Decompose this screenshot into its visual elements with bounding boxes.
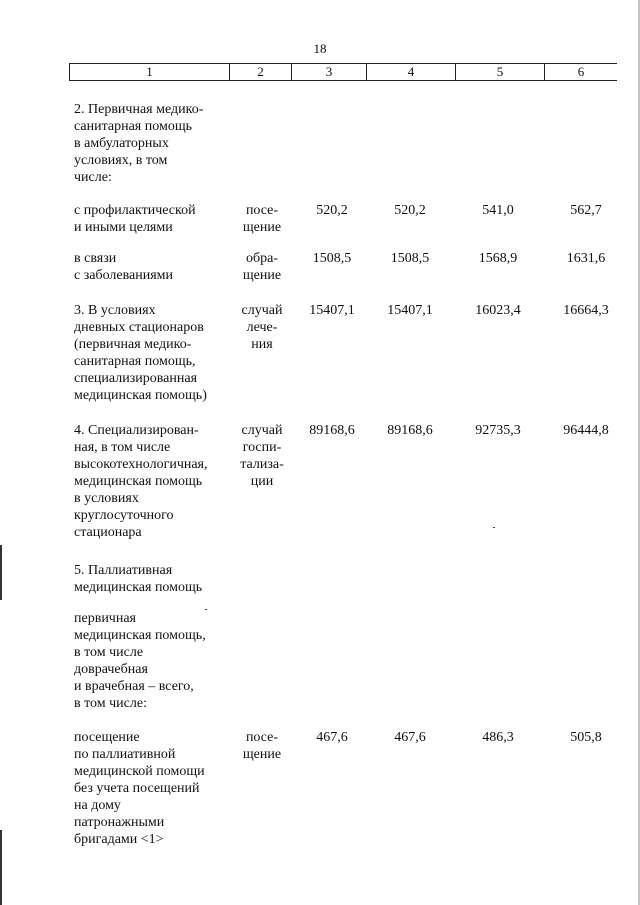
row-name-line: (первичная медико- [74,337,192,352]
column-header-3: 3 [292,64,367,80]
row-name-line: медицинская помощь) [74,388,207,403]
row-name-line: 2. Первичная медико- [74,102,204,117]
row-name-line: 5. Паллиативная [74,563,173,578]
column-header-6: 6 [577,64,585,79]
row-value-col5: 486,3 [482,730,514,745]
row-name-line: в амбулаторных [74,136,169,151]
row-name-line: санитарная помощь [74,119,192,134]
row-unit-line: госпи- [242,440,282,455]
row-name-line: медицинская помощь [74,474,203,489]
row-name-line: в том числе: [74,696,147,711]
row-value-col4: 89168,6 [387,423,433,438]
row-name-line: без учета посещений [74,781,200,796]
column-header-4: 4 [367,64,456,80]
row-name-line: 4. Специализирован- [74,423,199,438]
row-value-col4: 520,2 [394,203,426,218]
row-value-col3: 1508,5 [312,251,352,266]
row-name-line: по паллиативной [74,747,176,762]
row-name-line: с профилактической [74,203,196,218]
row-value-col6: 505,8 [570,730,602,745]
row-name-line: медицинская помощь [74,580,203,595]
scan-speck [205,609,207,610]
row-name-line: и врачебная – всего, [74,679,194,694]
row-name-line: высокотехнологичная, [74,457,208,472]
row-name-line: с заболеваниями [74,268,174,283]
row-name-line: 3. В условиях [74,303,156,318]
row-value-col4: 467,6 [394,730,426,745]
row-value-col5: 1568,9 [478,251,518,266]
table-header [69,63,617,81]
row-name-line: на дому [74,798,121,813]
row-name-line: в том числе [74,645,144,660]
row-name-line: условиях, в том [74,153,168,168]
row-value-col5: 541,0 [482,203,514,218]
row-value-col6: 1631,6 [566,251,606,266]
column-header-2: 2 [230,64,292,80]
row-unit-line: тализа- [240,457,284,472]
scan-speck [493,527,495,528]
row-unit-line: щение [242,220,282,235]
row-value-col5: 16023,4 [475,303,521,318]
row-unit-line: ции [250,474,274,489]
row-unit-line: случай [241,303,283,318]
row-name-line: патронажными [74,815,165,830]
row-value-col3: 467,6 [316,730,348,745]
row-value-col3: 520,2 [316,203,348,218]
row-value-col4: 1508,5 [390,251,430,266]
row-unit-line: ния [251,337,273,352]
row-value-col6: 16664,3 [563,303,609,318]
row-unit-line: щение [242,747,282,762]
row-name-line: ная, в том числе [74,440,171,455]
row-name-line: первичная [74,611,136,626]
row-name-line: медицинская помощь, [74,628,206,643]
scan-edge-mark [0,830,2,905]
row-name-line: доврачебная [74,662,148,677]
row-value-col3: 15407,1 [309,303,355,318]
row-name-line: санитарная помощь, [74,354,196,369]
row-name-line: медицинской помощи [74,764,205,779]
row-name-line: в условиях [74,491,139,506]
row-name-line: в связи [74,251,117,266]
row-unit-line: обра- [246,251,278,266]
row-value-col6: 96444,8 [563,423,609,438]
column-header-5: 5 [456,64,545,80]
row-name-line: и иными целями [74,220,173,235]
row-unit-line: щение [242,268,282,283]
row-name-line: специализированная [74,371,198,386]
row-value-col3: 89168,6 [309,423,355,438]
row-unit-line: посе- [245,730,279,745]
row-name-line: бригадами <1> [74,832,164,847]
page-number: 18 [313,41,327,56]
row-name-line: числе: [74,170,112,185]
row-name-line: круглосуточного [74,508,174,523]
row-unit-line: посе- [245,203,279,218]
row-unit-line: случай [241,423,283,438]
row-unit-line: лече- [246,320,278,335]
row-value-col5: 92735,3 [475,423,521,438]
row-name-line: дневных стационаров [74,320,204,335]
column-header-1: 1 [70,64,230,80]
row-value-col4: 15407,1 [387,303,433,318]
scan-edge-mark [0,545,2,600]
row-value-col6: 562,7 [570,203,602,218]
row-name-line: посещение [74,730,140,745]
row-name-line: стационара [74,525,142,540]
